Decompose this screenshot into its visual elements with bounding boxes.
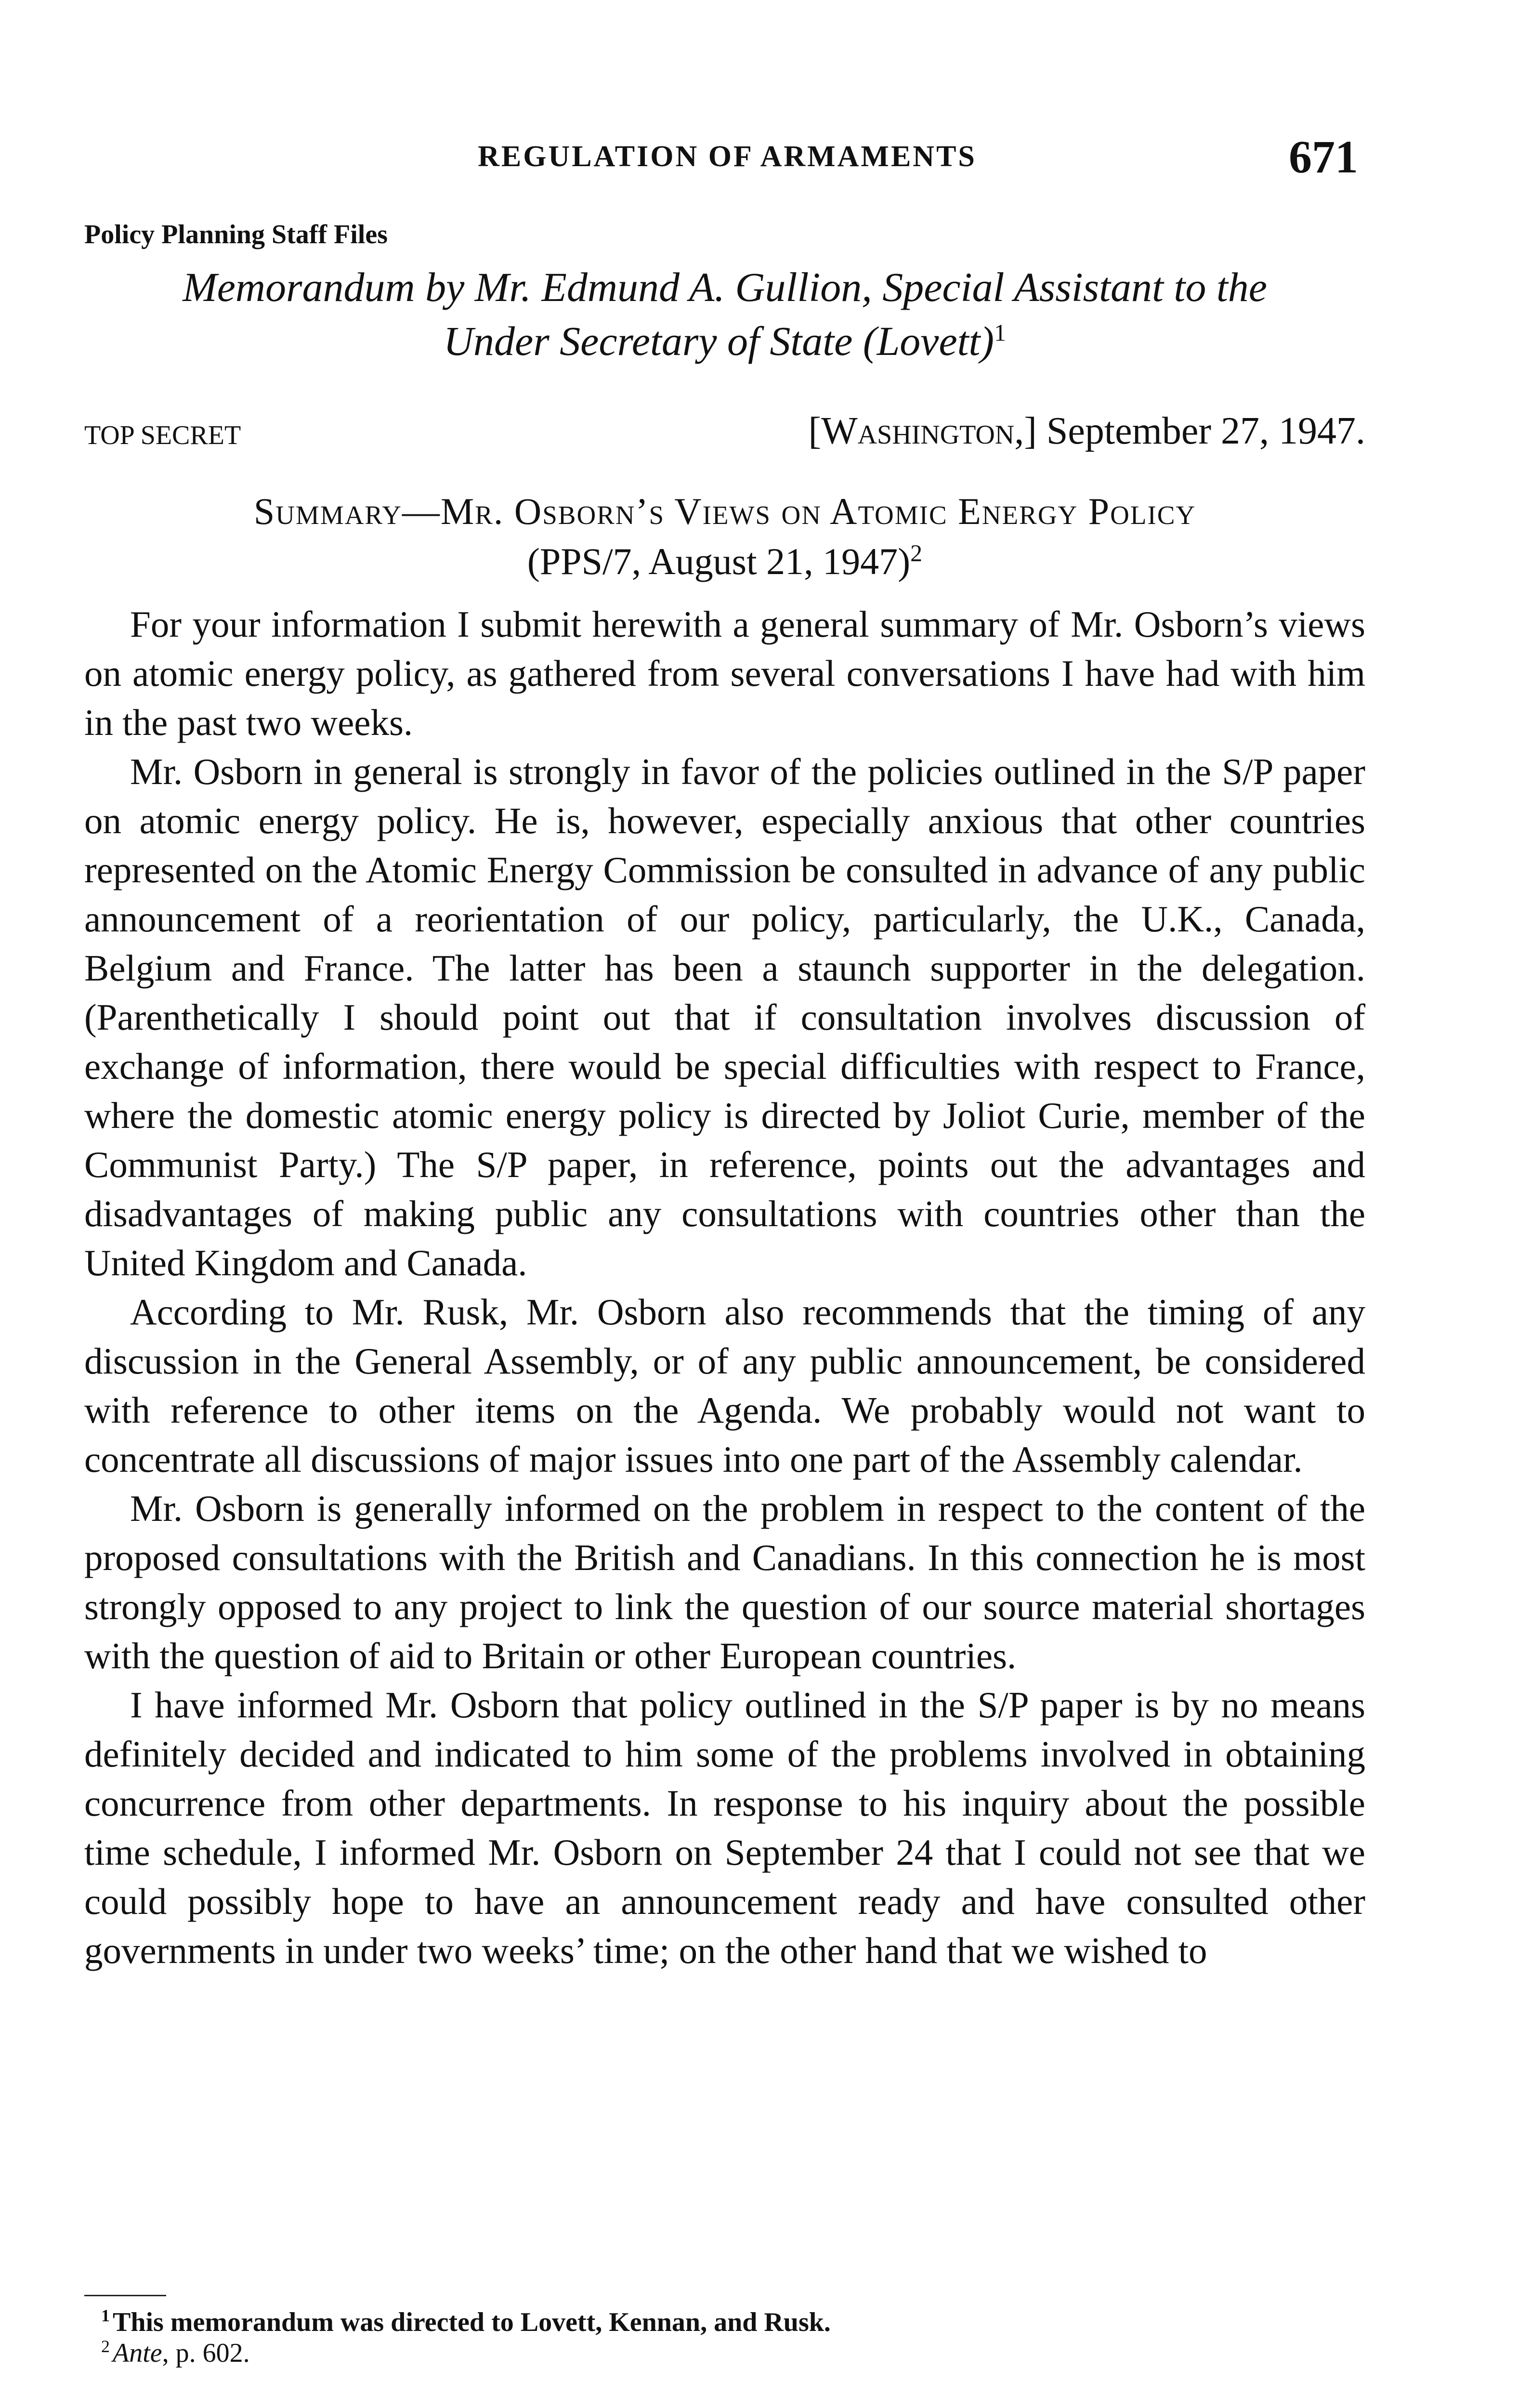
summary-line-2 bbox=[84, 537, 1365, 587]
running-title: REGULATION OF ARMAMENTS bbox=[478, 140, 977, 173]
summary-heading bbox=[84, 486, 1365, 587]
footnote-text: , p. 602. bbox=[162, 2338, 250, 2368]
paragraph: Mr. Osborn in general is strongly in favor of the policies outlined in the S/P paper on atomic energy policy. He is, however, especially anxious that other countries represented on the Atomic Energy Commission be consulted in advance of any public announcement of a reorientation of our policy, particularly, the U.K., Canada, Belgium and France. The latter has been a staunch supporter in the delegation. (Parenthetically I should point out that if consultation involves discussion of exchange of information, there would be special difficulties with respect to France, where the domestic atomic energy policy is directed by Joliot Curie, member of the Communist Party.) The S/P paper, in reference, points out the advantages and disadvantages of making public any consultations with countries other than the United Kingdom and Canada. bbox=[84, 751, 1365, 1283]
paragraph: Mr. Osborn is generally informed on the problem in respect to the content of the proposed consultations with the British and Canadians. In this connection he is most strongly opposed to any project to link the question of our source material shortages with the question of aid to Britain or other European countries. bbox=[84, 1488, 1365, 1676]
paragraph: I have informed Mr. Osborn that policy outlined in the S/P paper is by no means definitely decided and indicated to him some of the problems involved in obtaining concurrence from other departments. In response to his inquiry about the possible time schedule, I informed Mr. Osborn on September 24 that I could not see that we could possibly hope to have an announcement ready and have consulted other governments in under two weeks’ time; on the other hand that we wished to bbox=[84, 1684, 1365, 1971]
page-number: 671 bbox=[1289, 131, 1358, 183]
dateline-date: September 27, 1947. bbox=[1046, 410, 1365, 452]
footnote-ante: Ante bbox=[113, 2338, 162, 2368]
footnote-divider bbox=[84, 2295, 166, 2296]
footnote-number: 1 bbox=[101, 2306, 110, 2326]
dateline bbox=[808, 409, 1365, 453]
title-line-1: Memorandum by Mr. Edmund A. Gullion, Special Assistant to the bbox=[183, 264, 1267, 310]
footnote-text: This memorandum was directed to Lovett, Kennan, and Rusk. bbox=[113, 2307, 831, 2337]
running-head bbox=[96, 130, 1358, 183]
meta-row bbox=[84, 409, 1365, 458]
footnote-number: 2 bbox=[101, 2337, 110, 2356]
footnote-2 bbox=[101, 2338, 1353, 2369]
summary-footnote-ref: 2 bbox=[910, 539, 923, 566]
classification-label: TOP SECRET bbox=[84, 420, 241, 450]
title-footnote-ref: 1 bbox=[994, 319, 1007, 346]
title-line-2-text: Under Secretary of State (Lovett) bbox=[443, 318, 995, 364]
summary-line-1: Summary—Mr. Osborn’s Views on Atomic Energy Policy bbox=[253, 490, 1196, 532]
footnote-1 bbox=[101, 2307, 1353, 2338]
paragraph: For your information I submit herewith a general summary of Mr. Osborn’s views on atomic energy policy, as gathered from several conversations I have had with him in the past two weeks. bbox=[84, 603, 1365, 743]
summary-line-2-text: (PPS/7, August 21, 1947) bbox=[527, 540, 911, 582]
source-line: Policy Planning Staff Files bbox=[84, 220, 388, 249]
dateline-place: [Washington,] bbox=[808, 410, 1037, 452]
memorandum-body bbox=[84, 600, 1365, 1975]
paragraph: According to Mr. Rusk, Mr. Osborn also recommends that the timing of any discussion in the General Assembly, or of any public announcement, be considered with reference to other items on the Agenda. We probably would not want to concentrate all discussions of major issues into one part of the Assembly calendar. bbox=[84, 1291, 1365, 1480]
footnotes bbox=[101, 2307, 1353, 2369]
title-line-2 bbox=[84, 314, 1365, 368]
document-title bbox=[84, 260, 1365, 368]
